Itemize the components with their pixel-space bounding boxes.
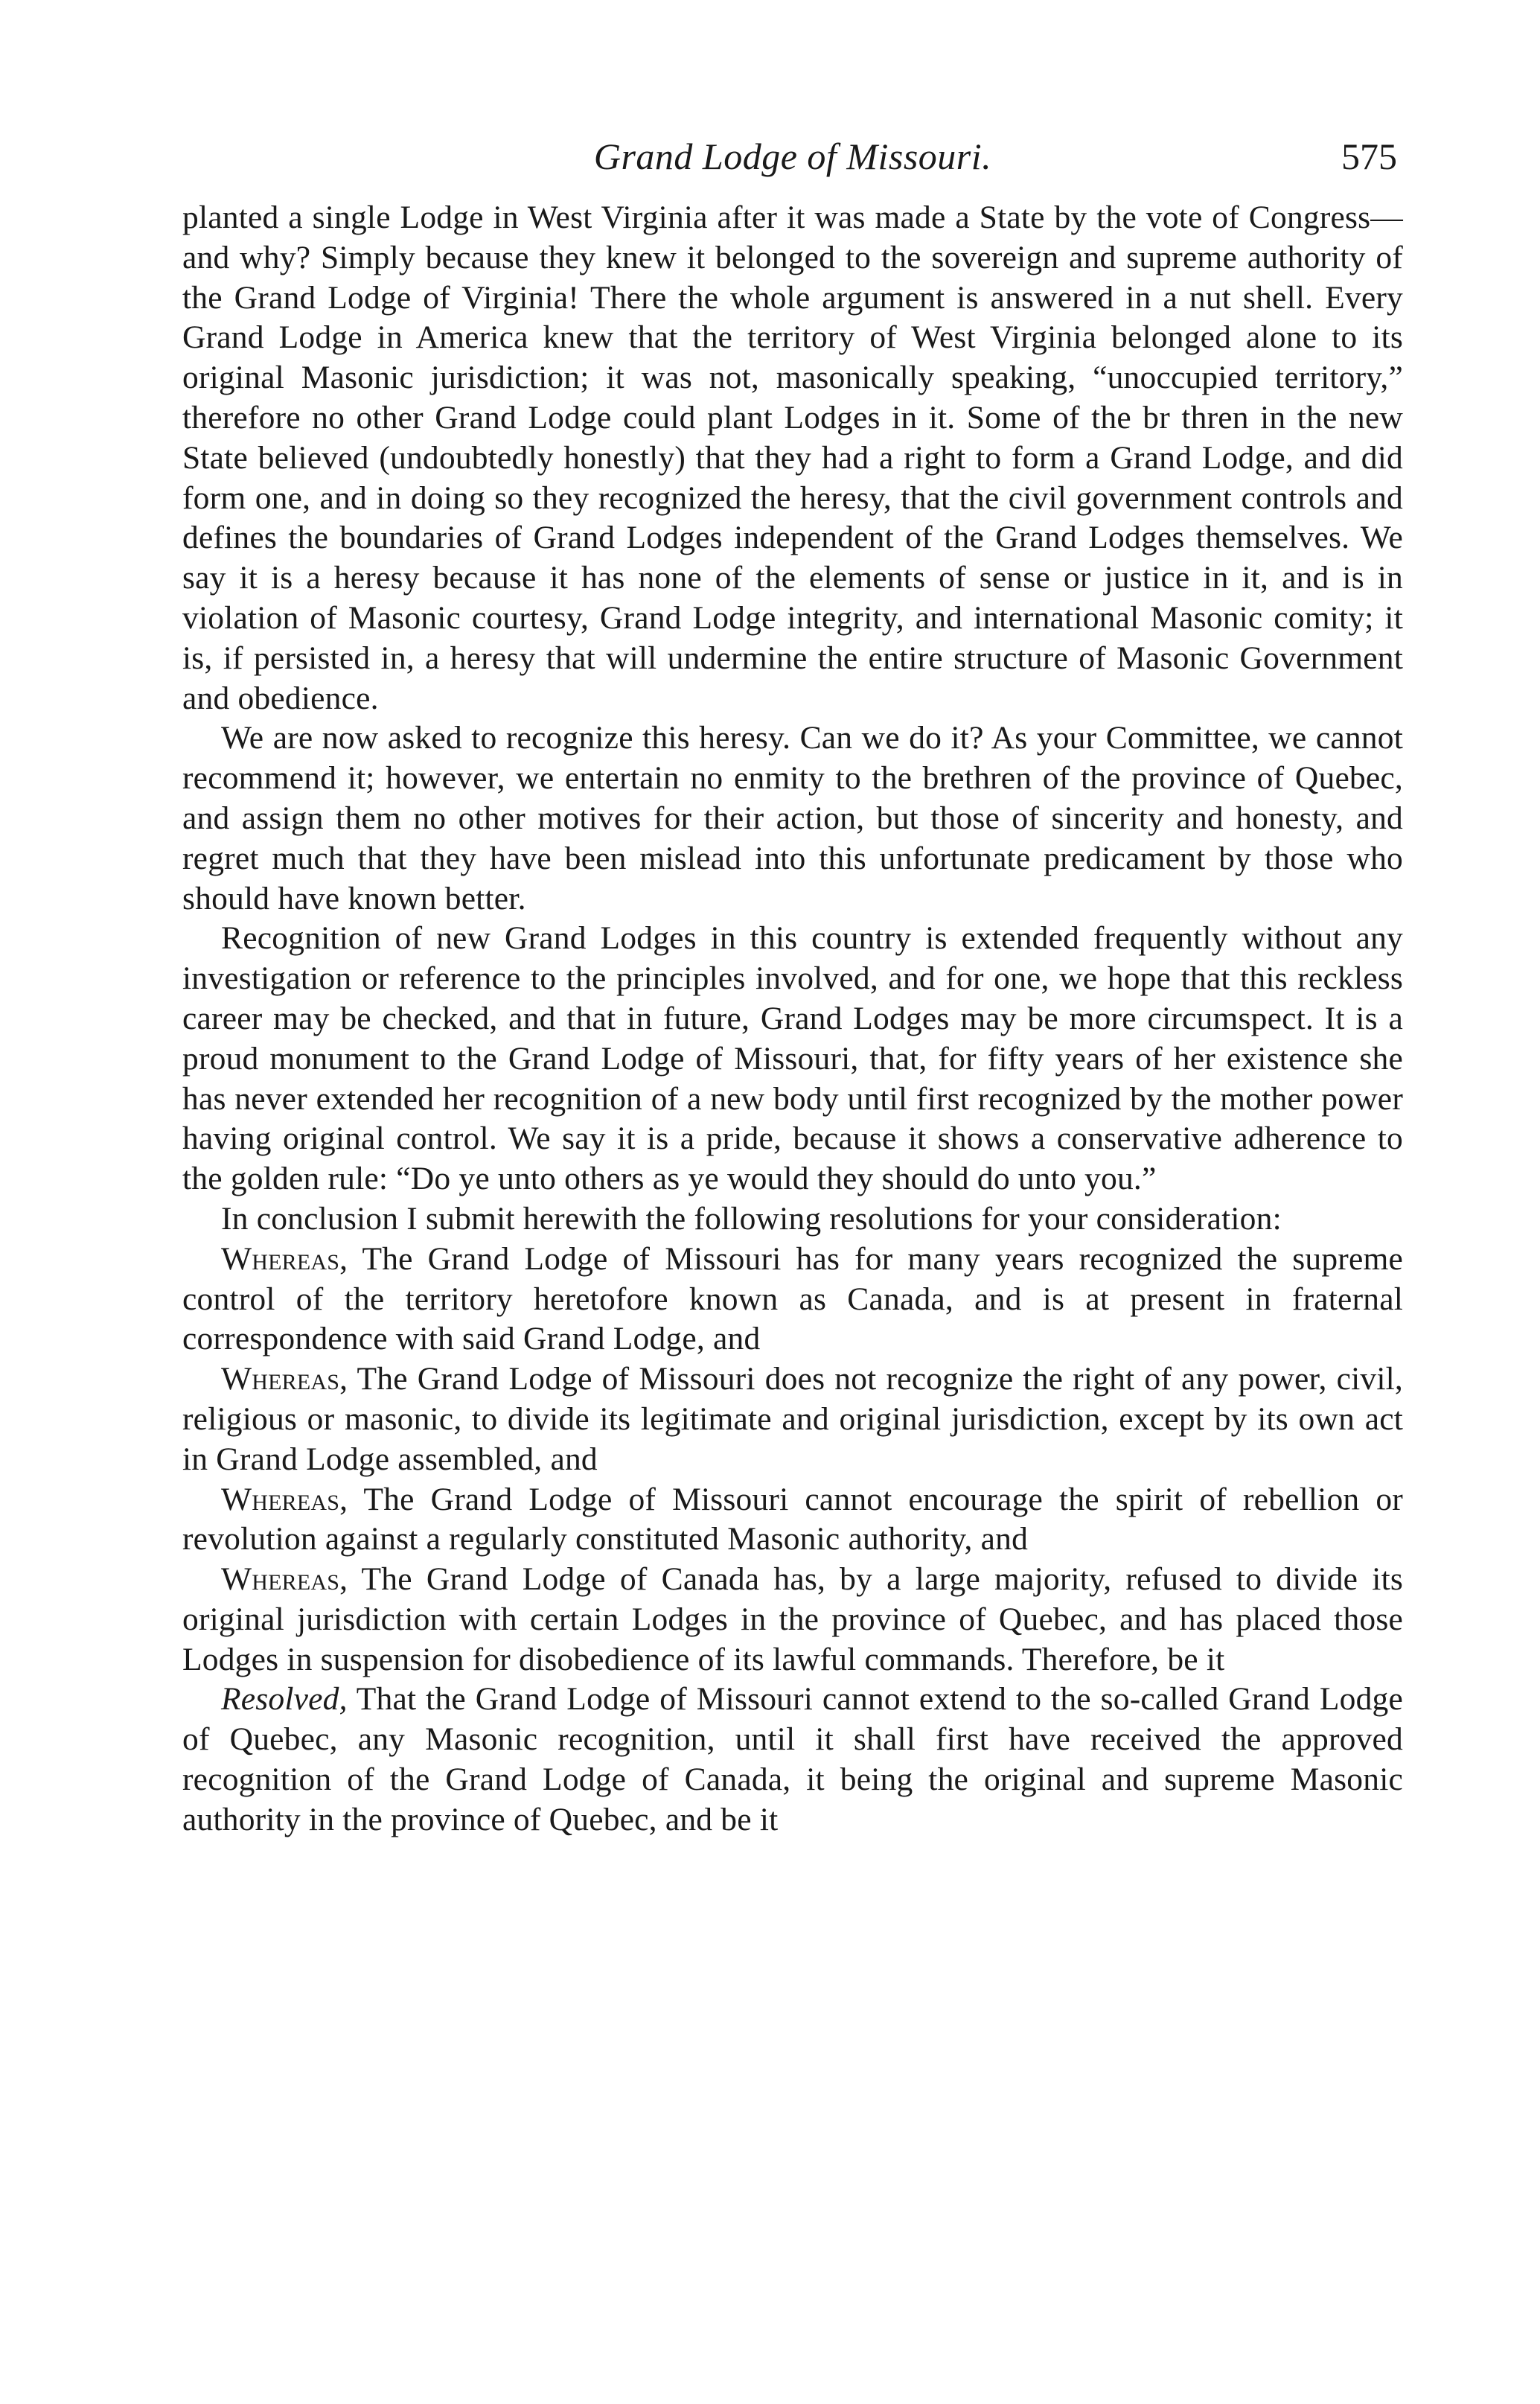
body-text — [182, 198, 1403, 1840]
whereas-clause-3 — [182, 1480, 1403, 1560]
resolution-text: That the Grand Lodge of Missouri cannot extend to the so-called Grand Lodge of Quebec, any Masonic recognition, until it shall first have received the approved recognition of the Grand Lodge of Canada, it being the original and supreme Masonic authority in the province of Quebec, and be it — [182, 1681, 1403, 1837]
whereas-clause-1 — [182, 1240, 1403, 1359]
whereas-lead: Whereas, — [221, 1561, 348, 1598]
whereas-lead: Whereas, — [221, 1240, 348, 1277]
whereas-clause-2 — [182, 1359, 1403, 1479]
whereas-text: The Grand Lodge of Missouri cannot encourage the spirit of rebellion or revolution against a regularly constituted Masonic authority, and — [182, 1481, 1403, 1558]
whereas-clause-4 — [182, 1560, 1403, 1680]
whereas-text: The Grand Lodge of Missouri has for many years recognized the supreme control of the territory heretofore known as Canada, and is at present in fraternal correspondence with said Grand Lodge, and — [182, 1240, 1403, 1357]
resolved-lead: Resolved, — [221, 1681, 348, 1718]
resolution — [182, 1680, 1403, 1840]
whereas-text: The Grand Lodge of Canada has, by a large majority, refused to divide its original jurisdiction with certain Lodges in the province of Quebec, and has placed those Lodges in suspension for disobedience of its lawful commands. Therefore, be it — [182, 1561, 1403, 1677]
whereas-text: The Grand Lodge of Missouri does not recognize the right of any power, civil, religious or masonic, to divide its legitimate and original jurisdiction, except by its own act in Grand Lodge assembled, and — [182, 1361, 1403, 1477]
paragraph-west-virginia: planted a single Lodge in West Virginia after it was made a State by the vote of Congress—and why? Simply because they knew it belonged to the sovereign and supreme authority of the Grand Lodge of Virginia! There the whole argument is answered in a nut shell. Every Grand Lodge in America knew that the territory of West Virginia belonged alone to its original Masonic jurisdiction; it was not, masonically speaking, “unoccupied territory,” therefore no other Grand Lodge could plant Lodges in it. Some of the br thren in the new State believed (undoubtedly honestly) that they had a right to form a Grand Lodge, and did form one, and in doing so they recognized the heresy, that the civil government controls and defines the boundaries of Grand Lodges independent of the Grand Lodges themselves. We say it is a heresy because it has none of the elements of sense or justice in it, and is in violation of Masonic courtesy, Grand Lodge integrity, and international Masonic comity; it is, if persisted in, a heresy that will undermine the entire structure of Masonic Government and obedience. — [182, 200, 1403, 716]
whereas-lead: Whereas, — [221, 1361, 348, 1397]
page-header — [182, 134, 1403, 194]
whereas-lead: Whereas, — [221, 1481, 348, 1517]
book-page — [182, 134, 1403, 1840]
running-title: Grand Lodge of Missouri. — [593, 135, 992, 177]
paragraph-heresy-recognition: We are now asked to recognize this heresy. Can we do it? As your Committee, we cannot recommend it; however, we entertain no enmity to the brethren of the province of Quebec, and assign them no other motives for their action, but those of sincerity and honesty, and regret much that they have been mislead into this unfortunate predicament by those who should have known better. — [182, 720, 1403, 916]
page-number: 575 — [1341, 135, 1397, 177]
paragraph-conclusion: In conclusion I submit herewith the following resolutions for your consideration: — [221, 1200, 1282, 1237]
paragraph-recognition-new-lodges: Recognition of new Grand Lodges in this country is extended frequently without any investigation or reference to the principles involved, and for one, we hope that this reckless career may be checked, and that in future, Grand Lodges may be more circumspect. It is a proud monument to the Grand Lodge of Missouri, that, for fifty years of her existence she has never extended her recognition of a new body until first recognized by the mother power having original control. We say it is a pride, because it shows a conservative adherence to the golden rule: “Do ye unto others as ye would they should do unto you.” — [182, 920, 1403, 1197]
